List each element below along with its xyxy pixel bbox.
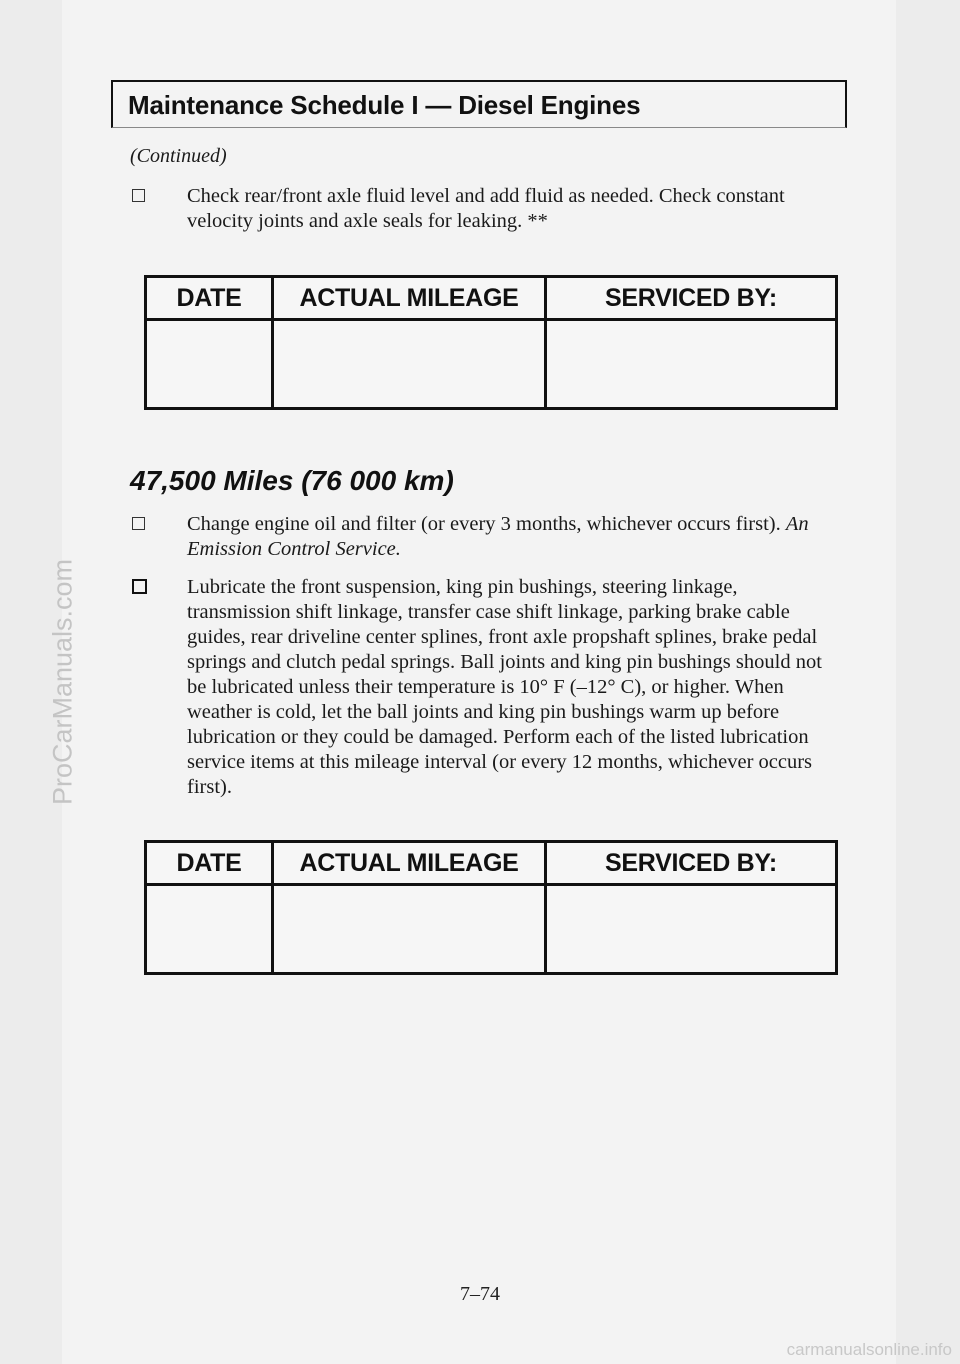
table-header-row bbox=[147, 843, 835, 886]
checkbox-icon[interactable] bbox=[132, 579, 147, 594]
mileage-entry-cell[interactable] bbox=[274, 321, 547, 407]
page-number: 7–74 bbox=[460, 1283, 500, 1305]
side-watermark: ProCarManuals.com bbox=[47, 558, 78, 806]
service-record-table-1 bbox=[144, 275, 838, 410]
section-heading-47500-miles: 47,500 Miles (76 000 km) bbox=[130, 465, 454, 496]
column-header-serviced-by: SERVICED BY: bbox=[605, 848, 777, 877]
column-header-actual-mileage: ACTUAL MILEAGE bbox=[274, 843, 547, 883]
continued-label: (Continued) bbox=[130, 145, 227, 167]
serviced-by-entry-cell[interactable] bbox=[547, 886, 835, 972]
checklist-item-text: Change engine oil and filter (or every 3 months, whichever occurs first). An Emission Control Service. bbox=[187, 513, 809, 560]
checklist-item-text: Lubricate the front suspension, king pin bushings, steering linkage, transmission shift linkage, transfer case shift linkage, parking brake cable guides, rear driveline center splines, front axle propshaft splines, brake pedal springs and clutch pedal springs. Ball joints and king pin bushings should not be lubricated unless their temperature is 10° F (–12° C), or higher. When weather is cold, let the ball joints and king pin bushings warm up before lubrication or they could be damaged. Perform each of the listed lubrication service items at this mileage interval (or every 12 months, whichever occurs first). bbox=[187, 576, 822, 798]
table-row bbox=[147, 321, 835, 407]
checkbox-icon[interactable] bbox=[132, 517, 145, 530]
table-row bbox=[147, 886, 835, 972]
table-header-row bbox=[147, 278, 835, 321]
column-header-actual-mileage: ACTUAL MILEAGE bbox=[274, 278, 547, 318]
checklist-item-axle-fluid bbox=[132, 184, 832, 234]
date-entry-cell[interactable] bbox=[147, 321, 274, 407]
mileage-entry-cell[interactable] bbox=[274, 886, 547, 972]
checkbox-icon[interactable] bbox=[132, 189, 145, 202]
date-entry-cell[interactable] bbox=[147, 886, 274, 972]
bottom-watermark: carmanualsonline.info bbox=[786, 1340, 952, 1359]
service-record-table-2 bbox=[144, 840, 838, 975]
column-header-date: DATE bbox=[147, 278, 274, 318]
checklist-item-text: Check rear/front axle fluid level and add fluid as needed. Check constant velocity joints and axle seals for leaking. ** bbox=[187, 185, 785, 232]
checklist-item-lubrication bbox=[132, 575, 832, 800]
column-header-date: DATE bbox=[147, 843, 274, 883]
checklist-item-engine-oil bbox=[132, 512, 832, 562]
serviced-by-entry-cell[interactable] bbox=[547, 321, 835, 407]
page-title: Maintenance Schedule I — Diesel Engines bbox=[128, 90, 641, 120]
column-header-serviced-by: SERVICED BY: bbox=[605, 283, 777, 312]
page-header bbox=[111, 80, 847, 128]
emission-control-note: An Emission Control Service. bbox=[187, 513, 809, 560]
